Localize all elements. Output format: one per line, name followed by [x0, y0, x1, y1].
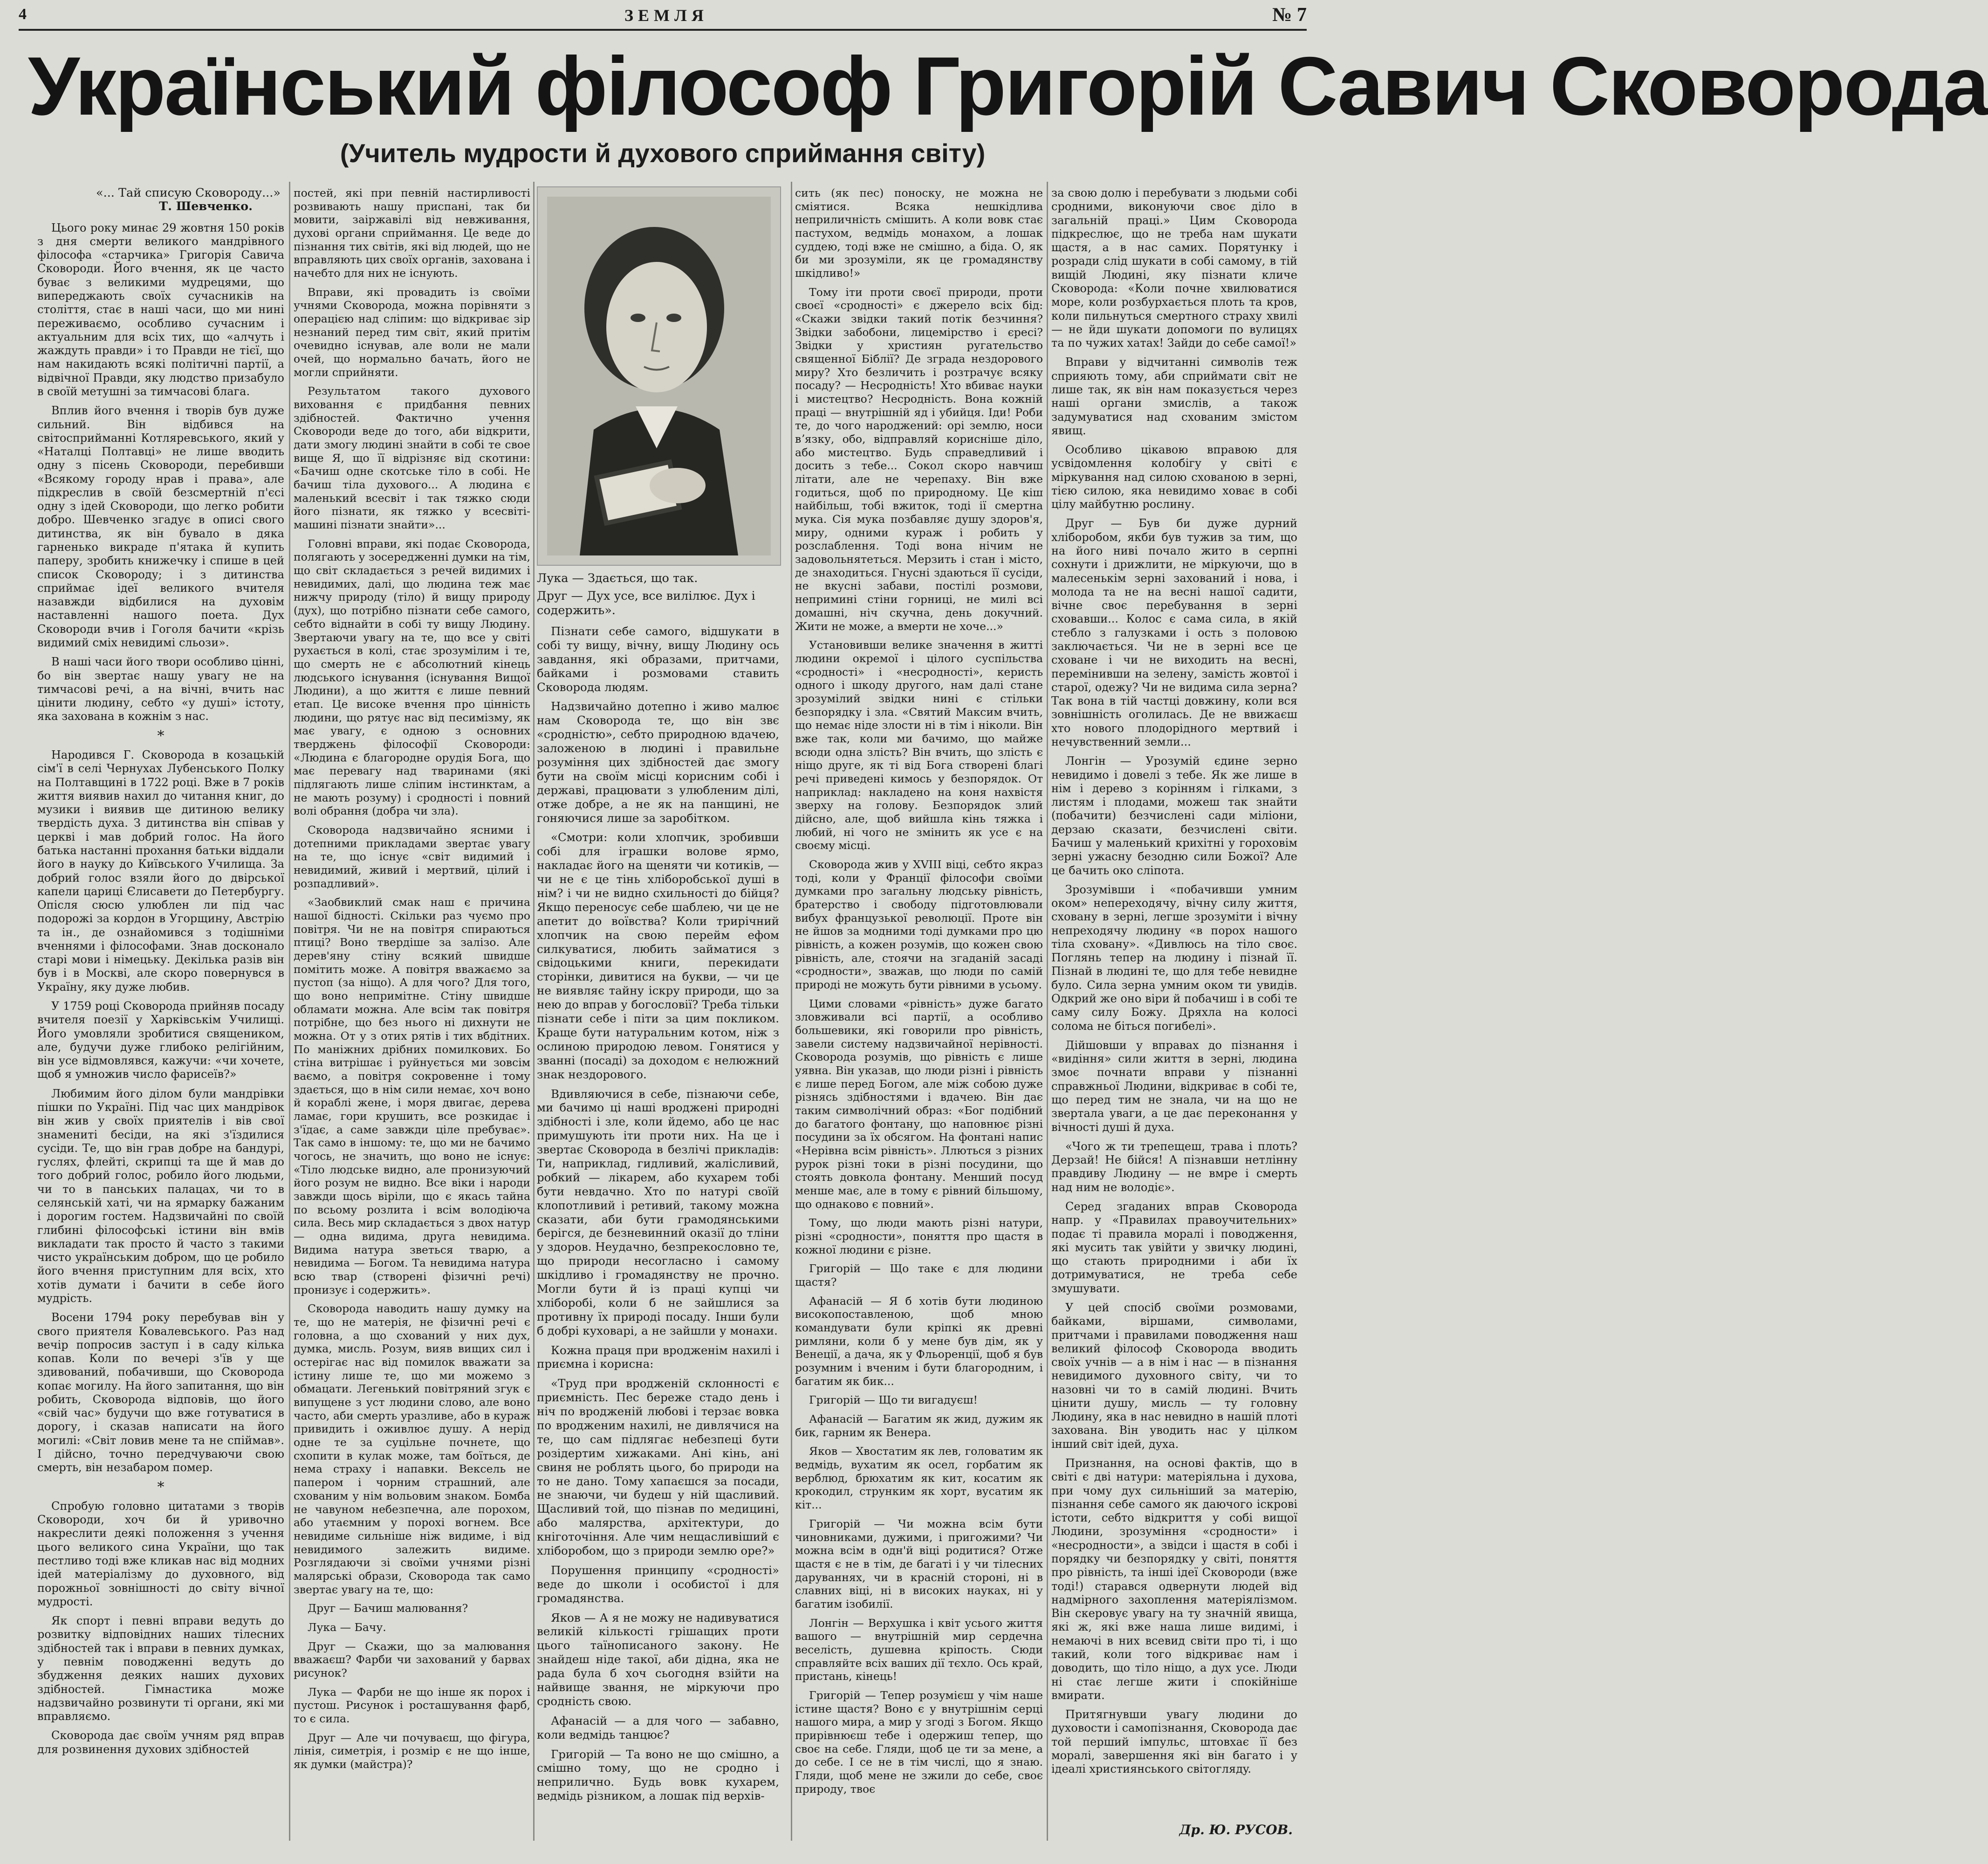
article-subtitle: (Учитель мудрости й духового сприймання світу) [340, 138, 986, 168]
paragraph: Народився Г. Сковорода в козацькій сім'ї в селі Чернухах Лубенського Полку на Полтавщині в 1722 році. Вже в 7 років життя виявив нахил до читання книг, до музики і виявив ще дитиною велику твердість духа. З дитинства він співав у церкві і мав добрий голос. На його батька настанні прохання батьки віддали його в науку до Київського Училища. За добрий голос взяли його до двірської капели цариці Єлисавети до Петербургу. Опісля сюсю улюблен ли під час подорожі за кордон в Угорщину, Австрію та ін., де ознайомився з тодішніми вченнями і філософами. Знав досконало старі мови і німецьку. Декілька разів він був і в Москві, але скоро повернувся в Україну, яку дуже любив. [37, 748, 284, 994]
section-divider-star: * [157, 727, 165, 744]
column-rule [791, 182, 792, 1841]
paragraph: Вдивляючися в себе, пізнаючи себе, ми бачимо ці наші вроджені природні здібності і зле, коли йдемо, або це нас примушують іти проти них. На це і звертає Сковорода в безлічі прикладів: Ти, наприклад, гидливий, жалісливий, робкий — лікарем, або кухарем тобі бути невдачно. Хто по натурі своїй клопотливий і ретивий, такому можна сказати, аби бути грамодянськими берігся, де безневинний оказії до тліни у здоров. Неудачно, безпрекословно те, що природи несогласно і самому шкідливо і громадянству не прочно. Могли бути й із праці купці чи хліборобі, коли б не зайшлися за противну їх природі посаду. Інши були б добрі куховарі, а не зайшли у монахи. [537, 1087, 779, 1337]
paragraph: Порушення принципу «сродності» веде до школи і особистої і для громадянства. [537, 1563, 779, 1605]
paragraph: Головні вправи, які подає Сковорода, полягають у зосередженні думки на тім, що світ складається з речей видимих і невидимих, далі, що людина теж має нижчу природу (тіло) й вищу природу (дух), що потрібно пізнати себе самого, себто віднайти в собі ту вищу Людину. Звертаючи увагу на те, що все у світі рухається в колі, стає зрозумілим і те, що смерть не є абсолютний кінець людського існування (існування Вищої Людини), а що життя є лише певний етап. Це високе вчення про цінність людини, що рятує нас від песимізму, як має увагу, є одною з основних тверджень філософії Сковороди: «Людина є благородне орудія Бога, що має перевагу над тваринами (які підлягають лише сліпим інстинктам, а не мають розуму) і сродності і повний волі обрання (добра чи зла). [294, 537, 531, 818]
dialogue-line: Лука — Бачу. [308, 1620, 386, 1634]
paragraph: Сковорода надзвичайно ясними і дотепними прикладами звертає увагу на те, що існує «світ видимий і невидимий, живий і мертвий, цілий і розпадливий». [294, 823, 530, 890]
dialogue-line: Друг — Був би дуже дурний хліборобом, якби був тужив за тим, що на його ниві почало жито в серпні сохнути і дрижлити, не міркуючи, що в малесенькім зерні захований і нова, і молода та не на весні нашої садити, вічне своє перебування в зерні сховавши... Колос є сама сила, в якій стебло з галузками і ость з половою заключається. Чи не в зерні все це сховане і чи не виходить на весні, перемінивши на зелену, замість жовтої і старої, одежу? Чи не видима сила зерна? Так вона в тій частці довжину, коли вся зовнішність оголилась. Де не ввижаєш хто нового плодорідного мертвий і нечувственний земли... [1051, 517, 1297, 748]
paragraph: Сковорода дає своїм учням ряд вправ для розвинення духових здібностей [37, 1729, 284, 1756]
dialogue-line: Друг — Але чи почуваєш, що фігура, лінія, симетрія, і розмір є не що інше, як думки (майстра)? [294, 1731, 530, 1771]
dialogue-line: Григорій — Та воно не що смішно, а смішно тому, що не сродно і неприлично. Будь вовк кухарем, ведмідь різником, а лошак під верхів- [537, 1747, 779, 1803]
paragraph: Притягнувши увагу людини до духовости і самопізнання, Сковорода дає той перший імпульс, штовхає її без моралі, завершення які він багато і у ідеалі християнського світоглядy. [1051, 1708, 1297, 1776]
paragraph: В наші часи його твори особливо цінні, бо він звертає нашу увагу не на тимчасові речі, а на вічні, вчить нас цінити людину, себто «у душі» істоту, яка захована в кожнім з нас. [37, 655, 284, 723]
running-header [19, 4, 1307, 32]
portrait-caption [537, 571, 779, 621]
dialogue-line: Друг — Скажи, що за малювання вважаєш? Фарби чи захований у барвах рисунок? [294, 1639, 530, 1679]
paragraph: Як спорт і певні вправи ведуть до розвитку відповідних наших тілесних здібностей так і вправи в певних думках, у певнім поводженні ведуть до збудження деяких наших духових здібностей. Гімнастика може надзвичайно розвинути ті органи, які ми вправляємо. [37, 1614, 284, 1723]
page-number: 4 [19, 6, 27, 23]
column-5 [1051, 186, 1297, 1782]
dialogue-line: Афанасій — Я б хотів бути людиною високопоставленою, щоб мною командувати були кріпкі як древні римляни, коли б у мене був дім, як у Венеції, а дача, як у Фльоренції, щоб я був розумним і вченим і бути благородним, і багатим як бик... [795, 1294, 1043, 1388]
dialogue-line: Григорій — Що ти вигадуєш! [809, 1393, 978, 1407]
paragraph: за свою долю і перебувати з людьми собі сродними, виконуючи своє діло в загальній праці.» Цим Сковорода підкреслює, що не треба нам шукати щастя, а в нас самих. Порятунку і розради слід шукати в собі самому, в тій вищій Людині, яку пізнати кличе Сковорода: «Коли почне хвилюватися море, коли розбурхається плоть та кров, коли пильнуться смертного страху хвилі — не йди шукати допомоги по вулицях та по чужих хатах! Зайди до себе самої!» [1051, 186, 1297, 350]
paragraph: Вправи, які провадить із своїми учнями Сковорода, можна порівняти з операцією над сліпим: що відкриває зір незнаний перед тим світ, який притім очевидно існував, але воли не мали очей, що нормально бачать, його не могли сприйняти. [294, 285, 530, 379]
author-signature: Др. Ю. РУСОВ. [1179, 1822, 1293, 1837]
paragraph: Особливо цікавою вправою для усвідомлення колобігу у світі є міркування над силою схованою в зерні, тією силою, яка невидимо ховає в собі цілу майбутню рослину. [1051, 443, 1297, 511]
paragraph: Кожна праця при вродженім нахилі і приємна і корисна: [537, 1343, 779, 1371]
dialogue-line: Афанасій — Багатим як жид, дужим як бик, гарним як Венера. [795, 1412, 1043, 1439]
paragraph: Тому, що люди мають різні натури, різні «сродности», поняття про щастя в кожної людини є різне. [795, 1216, 1043, 1256]
paragraph: Признання, на основі фактів, що в світі є дві натури: матеріяльна і духова, при чому дух сильніший за матерію, пізнання себе самого як даючого іскрові істоти, себто відкриття у собі вищої Людини, зрозуміння «сродности» і «несродности», а звідси і щастя в собі і порядку чи безпорядку у світі, поняття про рівність, та інші ідеї Сковороди (вже тоді!) старався одвернути людей від надмірного захоплення матеріялізмом. Він скеровує увагу на ту значній явища, які ж, які вже наша лише видимі, і немаючі в них всевид світи про ті, і що такий, коли того відкриває нам і доводить, що тіло ніщо, а дух усе. Люди ні стає легше жити і спокійніше вмирати. [1051, 1457, 1297, 1702]
paragraph: У 1759 році Сковорода прийняв посаду вчителя поезії у Харківськім Училищі. Його умовляли зробитися священиком, але, будучи дуже глибоко релігійним, він усе відмовлявся, кажучи: «чи хочете, щоб я умножив число фарисеїв?» [37, 1000, 284, 1081]
paragraph: Любимим його ділом були мандрівки пішки по Україні. Під час цих мандрівок він жив у своїх приятелів і вів свої знамениті бесіди, на які з'їздилися сусіди. Те, що він грав добре на бандурі, гуслях, флейті, скрипці та ще й мав до того добрий голос, робило його людьми, чи то в панських палацах, чи то в селянській хаті, чи на ярмарку бажаним і дорогим гостем. Надзвичайні по своїй глибині філософські істини він вмів викладати так просто й часто з такими чисто українським добром, що це робило його вчення приступним для всіх, хто хотів думати і бачити в себе його мудрість. [37, 1087, 284, 1305]
issue-number: № 7 [1272, 4, 1307, 26]
paragraph: Цими словами «рівність» дуже багато зловживали всі партії, а особливо большевики, які говорили про рівність, завели систему надзвичайної нерівності. Сковорода розумів, що рівність є лише уявна. Він указав, що люди різні і рівність є лише перед Богом, але між собою дуже різнясь здібностями і вдачею. Він дає таким символічний образ: «Бог подібний до багатого фонтану, що наповнює різні посудини за їх обсягом. На фонтані напис «Нерівна всім рівність». Ллються з різних рурок різні токи в різні посудини, що стоять довкола фонтану. Менший посуд менше має, але в тому є рівний більшому, що однаково є повний». [795, 997, 1043, 1211]
dialogue-line: Григорій — Чи можна всім бути чиновниками, дужими, і пригожими? Чи можна всім в одн'й віці родитися? Отже щастя є не в тім, де багаті і у чи тілесних даруваннях, чи в красній стороні, ні в славних віці, ні в високих науках, ні у багатим ізобилії. [795, 1517, 1043, 1610]
paragraph: Установивши велике значення в житті людини окремої і цілого суспільства «сродності» і «несродності», керисть одного і шкоду другого, нам далі стане зрозумілий звідки нині є стільки безпорядку і зла. «Святий Максим вчить, що немає ніде злости ні в тім і ніколи. Він вже так, коли ми бачимо, що майже всюди одна злість? Він вчить, що злість є ніщо друге, як ті від Бога створені благі речі приведені кимось у безпорядок. От наприклад: накладено на коня нахвістя зверху на голову. Безпорядок злий дійсно, але, щоб вийшла кінь тяжка і любий, ні чого не змінить як усе є на своєму місці. [795, 638, 1043, 852]
paragraph: «Заобвиклий смак наш є причина нашої бідності. Скільки раз чуємо про повітря. Чи не на повітря спираються птиці? Воно твердіше за залізо. Але дерев'яну стіну всякий швидше помітить може. А повітря вважаємо за пустоп (за ніщо). А для чого? Для того, що воно непримітне. Стіну швидше обламати можна. Але всім так повітря потрібне, що без нього ні дихнути не можна. От у з отих рятів і тих вбдітних. По маніжних дрібних помилкових. Бо стіна витрішає і руйнується ми зовсім ваємо, а повітря сокровенне і тому здається, що в нім сили немає, хоч воно й кораблі жене, і моря двигає, дерева ламає, гори крушить, все розкидає і з'їдає, а саме завжди ціле пребуває». Так само в іншому: те, що ми не бачимо чогось, не значить, що воно не існує: «Тіло людське видно, але пронизуючий його розум не видно. Все віки і народи завжди щось віріли, що є якась тайна по всьому розлита і всім володіюча сила. Весь мир складається з двох натур — одна видима, друга невидима. Видима натура зветься тварю, а невидима — Богом. Та невидима натура всю твар (створені фізичні речі) пронизує і содержить». [294, 896, 530, 1296]
column-3 [537, 624, 779, 1809]
column-rule [289, 182, 290, 1841]
paragraph: Зрозумівши і «побачивши умним оком» непереходячу, вічну силу життя, сховану в зерні, легше зрозуміти і вічну непреходячу людину «в порох нашого тіла сховану». «Дивлюсь на тіло своє. Поглянь тепер на людину і пізнай її. Пізнай в людині те, що для тебе невидне було. Сила зерна умним оком ти увидів. Одкрий же оно віри й побачиш і в собі те саму силу Божу. Дряхла на колосі солома не біться погибелі». [1051, 883, 1297, 1033]
dialogue-line: Лонгін — Верхушка і квіт усього життя вашого — внутрішній мир сердечна веселість, душевна кріпость. Сюди справляйте всіх ваших дії тєхло. Ось край, пристань, кінець! [795, 1616, 1043, 1683]
paragraph: «Чого ж ти трепещеш, трава і плоть? Дерзай! Не бійся! А пізнавши нетлінну правдиву Людину — не вмре і смерть над ним не володіє». [1051, 1139, 1297, 1194]
paragraph: У цей спосіб своїми розмовами, байками, віршами, символами, притчами і правилами поводження наш великий філософ Сковорода вводить своїх учнів — а в нім і нас — в пізнання невидимого духовного світу, чи то назовні чи то в самій людині. Вчить цінити душу, мисль — ту головну Людину, яка в нас невидно в нашій плоті захована. Він уводить нас у цілком інший світ ідей, духа. [1051, 1301, 1297, 1451]
dialogue-line: Григорій — Що таке є для людини щастя? [795, 1262, 1043, 1289]
portrait-illustration [538, 187, 780, 565]
dialogue-line: Григорій — Тепер розумієш у чім наше істине щастя? Воно є у внутрішнім серці нашого мира, а мир у згоді з Богом. Якщо прирівнюєш тебе і одержиш тепер, що своє на себе. Гляди, щоб це ти за мене, а до себе. І се не в тім числі, що я знаю. Гляди, щоб мене не зжили до себе, своє природу, твоє [795, 1688, 1043, 1795]
column-rule [1047, 182, 1048, 1841]
dialogue-line: Друг — Бачиш малювання? [308, 1602, 468, 1615]
paragraph: Тому іти проти своєї природи, проти своєї «сродності» є джерело всіх бід: «Скажи звідки такий потік безчиння? Звідки забобони, лицемірство і єресі? Звідки у християн ругательство священної Біблії? Де зграда нездорового миру? Хто безличить і розтрачує всяку посаду? — Несродність! Хто вбиває науки і мистецтво? Несродність. Вона кожній праці — внутрішній яд і убийця. Іди! Роби те, до чого народжений: орі землю, носи вʼязку, обо, відправляй корисніше діло, або мистецтво. Будь справедливий і досить з тебе... Сокол скоро навчиш літати, але не черепаху. Він вже годиться, щоб по природному. Це кіш найбільш, тобі вжиток, тоді ії смертна мука. Сія мука позбавляє душу здоров'я, миру, одними кураж і робить у розслаблення. Тоді вона нічим не задовольнятеться. Мерзить і стан і місто, де знаходиться. Гнусні здаються її сусіди, не вкусні забави, постілі розмови, непримині стіни горниці, не милі всі домашні, ніч скучна, день докучний. Жити не може, а вмерти не хоче...» [795, 285, 1043, 633]
paragraph: Результатом такого духового виховання є придбання певних здібностей. Фактично учення Сковороди веде до того, аби відкрити, дати змогу людині знайти в собі те свое вище Я, що її відрізняє від скотини: «Бачиш одне скотське тіло в собі. Не бачиш тіла духового... А людина є маленький всесвіт і так тяжко сюди його пізнати, як тяжко у всесвіті-машині пізнати знайти»... [294, 384, 530, 532]
epigraph-source: Т. Шевченко. [159, 199, 253, 214]
paragraph: Пізнати себе самого, відшукати в собі ту вищу, вічну, вищу Людину ось завдання, які образами, притчами, байками і розмовами ставить Сковорода людям. [537, 624, 779, 694]
dialogue-line: Друг — Дух усе, все вилілює. Дух і содержить». [537, 589, 755, 617]
epigraph-text: «... Тай списую Сковороду...» [96, 186, 281, 200]
paragraph: Восени 1794 року перебував він у свого приятеля Ковалевського. Раз над вечір попросив заступ і в саду кілька копав. Коли по вечері з'їв у ще здивований, побачивши, що Сковорода копає могилу. На його запитання, що він робить, Сковорода відповів, що його «свій час» будучи що вже готуватися в дорогу, і сказав написати на його могилі: «Світ ловив мене та не спіймав». І дійсно, точно передчуваючи свою смерть, він незабаром помер. [37, 1311, 284, 1474]
section-divider-star: * [157, 1479, 165, 1495]
paragraph: Надзвичайно дотепно і живо малює нам Сковорода те, що він звє «сродністю», себто природною вдачею, заложеною в людині і правильне розуміння цих здібностей дає змогу бути на своїм місці корисним собі і державі, працювати з улюбленим ділі, отже добре, а не як на панщині, не гоняючися лише за заробітком. [537, 699, 779, 825]
paragraph: Сковорода наводить нашу думку на те, що не матерія, не фізичні речі є головна, а що схований у них дух, думка, мисль. Розум, вияв вищих сил і остерігає нас від помилок вважати за істину лише те, що ми можемо з обмацати. Легенький повітряний згук є випущене з уст людини слово, але воно часто, аби смерть уразливе, або в кураж привидить і оживлює душу. А нерід одне те за суцільне почнете, що схопити в кулак може, там боїться, де нема страху і напавки. Вексель не папером і чорним страшний, але схованим у нім вольовим знаком. Бомба не чавуном небезпечна, але порохом, або утаємним у порохі вогнем. Все невидиме сильніше ніж видиме, і від невидимого залежить видиме. Розглядаючи зі своїми учнями різні малярські образи, Сковорода так само звертає увагу на те, що: [294, 1302, 530, 1596]
paragraph: Вправи у відчитанні символів теж сприяють тому, аби сприймати світ не лише так, як він нам показується через наші органи змислів, а також задумуватися над схованим змістом явищ. [1051, 356, 1297, 437]
epigraph [37, 186, 281, 214]
dialogue-line: Афанасій — а для чого — забавно, коли ведмідь танцює? [537, 1713, 779, 1741]
column-1 [37, 186, 284, 1762]
dialogue-line: Лука — Фарби не що інше як порох і пустош. Рисунок і росташування фарб, то є сила. [294, 1685, 530, 1725]
paragraph: Вплив його вчення і творів був дуже сильний. Він відбився на світосприйманні Котляревського, який у «Наталці Полтавці» не лише вводить одну з пісень Сковороди, перебивши «Всякому городу нрав і права», але підкреслив в своїй безсмертній п'єсі одну з ідей Сковороди, що легко робити добро. Шевченко згадує в описі свого дитинства, як він бувало в дяка гарненько викраде п'ятака й купить паперу, зробить книжечку і спише в цей список Сковороду; і з дитинства сприймає ідеї великого вчителя назавжди відбилися на духовім наставленні нашого поета. Дух Сковороди вчив і Гоголя бачити «крізь видимий сміх невидимі сльози». [37, 404, 284, 649]
column-4 [795, 186, 1043, 1801]
dialogue-line: Лука — Здається, що так. [537, 571, 698, 585]
portrait-image [537, 186, 781, 566]
dialogue-line: Лонгін — Урозумій єдине зерно невидимо і довелі з тебе. Як же лише в нім і дерево з корінням і гілками, з листям і плодами, можеш так знайти (побачити) безчислені сади міліони, дерзаю сказати, безчислені світи. Бачиш у маленький крихітні у гороховім зерні ужасну безодню сили Божої? Але це бачить око сліпота. [1051, 754, 1297, 877]
paragraph: «Смотри: коли хлопчик, зробивши собі для іграшки волове ярмо, накладає його на щеняти чи котиків, — чи не є це тінь хліборобської душі в нім? і чи не видно схильності до бійця? Якщо переносує себе шаблею, чи це не апетит до воївства? Коли трирічний хлопчик на свою перейм ефом силкуватися, любить займатися з свідоцькими книги, перекидати сторінки, дивитися на букви, — чи це не виявляє тайну іскру природи, що за нею до вправ у богословії? Треба тільки пізнати себе і піти за цим покликом. Краще бути натуральним котом, ніж з ослиною природою левом. Гонятися у званні (посаді) за доходом є нелюжний знак нездорового. [537, 830, 779, 1081]
paragraph: Дійшовши у вправах до пізнання і «видіння» сили життя в зерні, людина змоє почнати вправи у пізнанні справжньої Людини, відкриває в собі те, що перед тим не знала, чи на що не звертала уваги, а це дає переконання у вічності душі й духа. [1051, 1038, 1297, 1134]
paragraph: Сковорода жив у XVIII віці, себто якраз тоді, коли у Франції філософи своїми думками про загальну людську рівність, братерство і свободу підготовлювали вибух французької революції. Проте він не йшов за модними тоді думками про цю рівність, а кожен розумів, що кожен свою рівність, але, стоячи на згаданій засаді «сродности», зважав, що люди по самій природі не можуть бути рівними в усьому. [795, 857, 1043, 991]
paragraph: Серед згаданих вправ Сковорода напр. у «Правилах правоучительних» подає ті правила моралі і поводження, які мусить так увійти у звичку людині, що стають природними і аби їх дотримуватися, не треба себе змушувати. [1051, 1199, 1297, 1295]
newspaper-name: ЗЕМЛЯ [624, 6, 708, 25]
dialogue-line: Яков — А я не можу не надивуватися великій кількості грішащих проти цього таїнописаного закону. Не знайдеш ніде такої, аби дідна, яка не рада була б хоч сьогодня взійти на найвище звання, не міркуючи про сродність свою. [537, 1610, 779, 1708]
dialogue-line: Яков — Хвостатим як лев, головатим як ведмідь, вухатим як осел, горбатим як верблюд, брюхатим як кит, косатим як крокодил, струнким як хорт, вусатим як кіт... [795, 1445, 1043, 1512]
column-2 [294, 186, 530, 1777]
paragraph: постей, які при певній настирливості розвивають нашу приспані, так би мовити, заіржавілі від невживання, духові органи сприймання. Це веде до пізнання тих світів, які від людей, що не вправляють цих своїх органів, захована і начебто для них не існують. [294, 186, 530, 280]
column-rule [533, 182, 535, 1841]
paragraph: «Труд при вродженій склонності є приємність. Пес береже стадо день і ніч по вродженій любові і терзає вовка по вродженим нахилі, не дивлячися на те, що сам підлягає небезпеці бути розідертим хижаками. Ані кінь, ані свиня не роблять цього, бо природи на то не дано. Тому хапаєшся за посади, не знаючи, чи будеш у ній щасливий. Щасливий той, що пізнав по медицині, або малярства, архітектури, до кніготочіння. Але чим нещасливіший є хліборобом, що з природи землю оре?» [537, 1377, 779, 1557]
paragraph: Спробую головно цитатами з творів Сковороди, хоч би й уривочно накреслити деякі положення з учення цього великого сина України, що так пестливо тоді вже кликав нас від модних ідей матеріалізму до духовного, від порожньої зовнішності до світу вічної мудрості. [37, 1499, 284, 1608]
paragraph: Цього року минає 29 жовтня 150 років з дня смерти великого мандрівного філософа «старчика» Григорія Савича Сковороди. Його вчення, як це часто буває з великими мудрецями, що випереджають своїх сучасників на століття, стає в наші часи, що ми нині переживаємо, особливо сучасним і актуальним для всіх тих, що «алчуть і жаждуть правди» і то Правди не тієї, що нам накидають всякі політичні партії, а відвічної Правди, яку людство призабуло в своїй метушні за тимчасові блага. [37, 221, 284, 398]
paragraph: сить (як пес) поноску, не можна не сміятися. Всяка нешкідлива неприличність смішить. А коли вовк стає пастухом, ведмідь монахом, а лошак суддею, тоді вже не смішно, а біда. О, як би ми зрозуміли, як це громадянству шкідливо!» [795, 186, 1043, 280]
article-title: Український філософ Григорій Савич Сковорода [28, 40, 1988, 132]
header-rule [19, 29, 1307, 31]
